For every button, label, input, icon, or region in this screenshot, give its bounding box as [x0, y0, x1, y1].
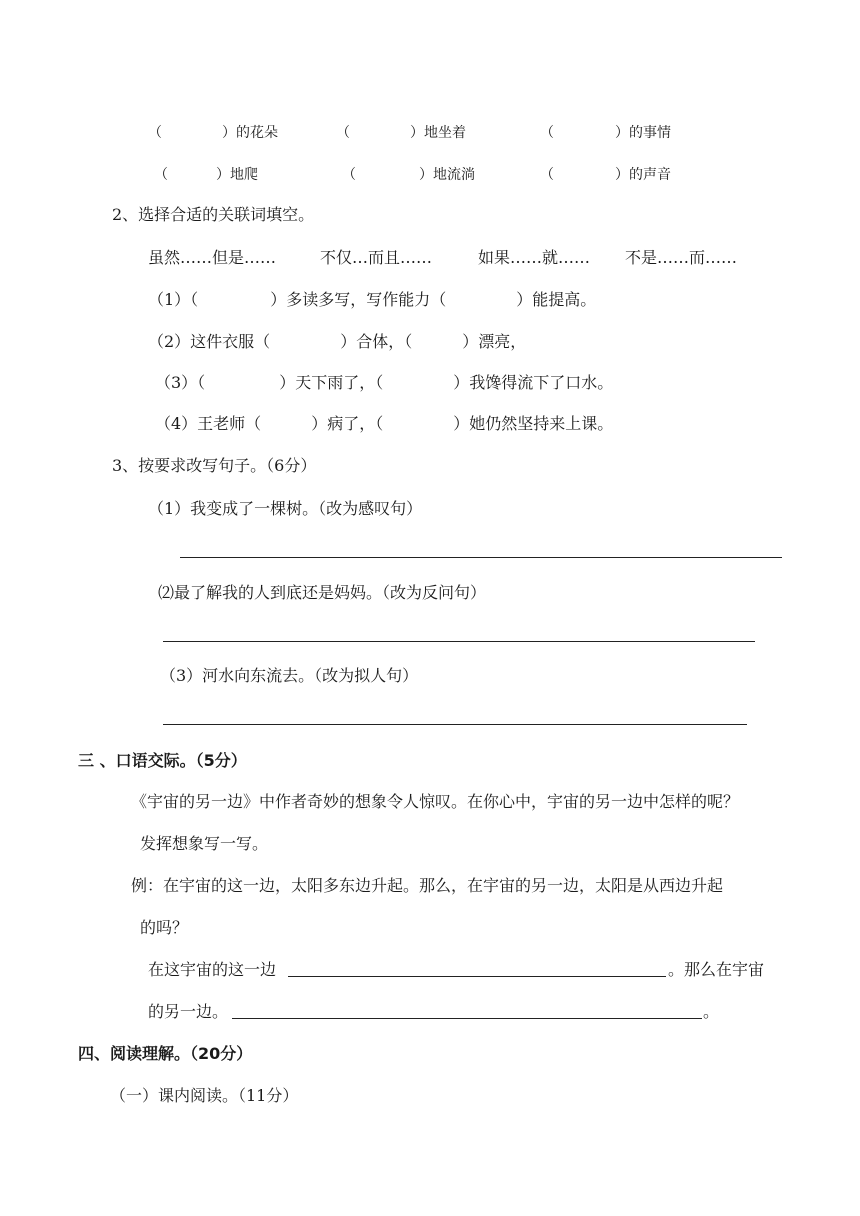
q1-row1-blank1: （: [148, 125, 162, 141]
section3-fill-start: 在这宇宙的这一边: [148, 960, 277, 979]
section3-para-line1: 《宇宙的另一边》中作者奇妙的想象令人惊叹。在你心中，宇宙的另一边中怎样的呢？: [131, 792, 740, 811]
section3-fill-line-1[interactable]: [288, 976, 666, 977]
q1-row1-text3: ）的事情: [615, 125, 671, 141]
q1-row1-text1: ）的花朵: [222, 125, 278, 141]
section3-fill2-end: 。: [703, 1002, 720, 1021]
section3-example-line2: 的吗？: [140, 918, 189, 937]
q2-item-3: （3）（ ）天下雨了，（ ）我馋得流下了口水。: [155, 373, 614, 392]
section3-example-line1: 例：在宇宙的这一边，太阳多东边升起。那么，在宇宙的另一边，太阳是从西边升起: [131, 876, 724, 895]
section3-fill-line-2[interactable]: [232, 1018, 702, 1019]
q1-row2-blank1: （: [154, 167, 168, 183]
q3-answer-line-1[interactable]: [180, 557, 782, 558]
q1-row2-blank2: （: [342, 167, 356, 183]
q1-row2-text1: ）地爬: [216, 167, 258, 183]
q3-item-1: （1）我变成了一棵树。（改为感叹句）: [148, 499, 423, 518]
q3-title: 3、按要求改写句子。（6分）: [112, 456, 317, 475]
section4-sub1: （一）课内阅读。（11分）: [110, 1086, 299, 1105]
q3-answer-line-3[interactable]: [163, 724, 747, 725]
section3-title: 三 、口语交际。（5分）: [78, 751, 247, 770]
q2-item-1: （1）（ ）多读多写，写作能力（ ）能提高。: [148, 290, 597, 309]
q1-row2-text2: ）地流淌: [419, 167, 475, 183]
section3-fill-end: 。那么在宇宙: [668, 960, 765, 979]
q1-row1-blank3: （: [540, 125, 554, 141]
section3-fill2-start: 的另一边。: [148, 1002, 229, 1021]
q1-row2-blank3: （: [540, 167, 554, 183]
q2-item-4: （4）王老师（ ）病了，（ ）她仍然坚持来上课。: [155, 414, 614, 433]
section4-title: 四、阅读理解。（20分）: [78, 1044, 253, 1063]
q3-answer-line-2[interactable]: [163, 641, 755, 642]
q3-item-2: ⑵最了解我的人到底还是妈妈。（改为反问句）: [158, 583, 487, 602]
q2-option-4: 不是……而……: [625, 248, 738, 267]
q1-row2-text3: ）的声音: [615, 167, 671, 183]
q2-option-3: 如果……就……: [478, 248, 591, 267]
q2-item-2: （2）这件衣服（ ）合体，（ ）漂亮，: [148, 332, 527, 351]
q2-option-1: 虽然……但是……: [148, 248, 277, 267]
q2-title: 2、选择合适的关联词填空。: [112, 205, 315, 224]
section3-para-line2: 发挥想象写一写。: [140, 834, 269, 853]
q2-option-2: 不仅…而且……: [320, 248, 433, 267]
q3-item-3: （3）河水向东流去。（改为拟人句）: [160, 666, 419, 685]
q1-row1-blank2: （: [336, 125, 350, 141]
q1-row1-text2: ）地坐着: [410, 125, 466, 141]
